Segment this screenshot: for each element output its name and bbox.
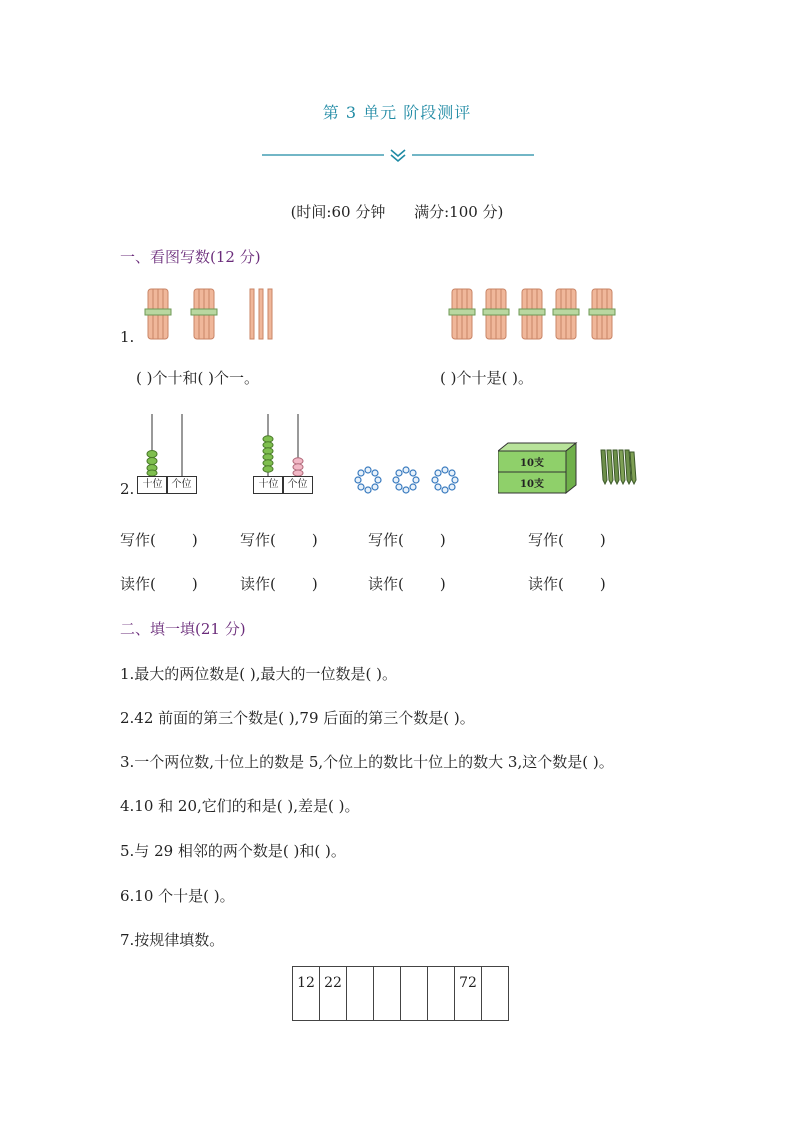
q1-left-blank: ( )个十和( )个一。	[136, 369, 259, 387]
box-label-bottom: 10支	[520, 479, 544, 490]
q1-right-blank: ( )个十是( )。	[440, 369, 533, 387]
write-1: 写作( )	[120, 531, 198, 549]
bundle-icon	[145, 289, 171, 339]
full-score: 满分:100 分)	[414, 203, 504, 221]
read-4: 读作( )	[528, 575, 606, 593]
write-2: 写作( )	[240, 531, 318, 549]
section-1-heading: 一、看图写数(12 分)	[120, 248, 261, 266]
write-3: 写作( )	[368, 531, 446, 549]
sequence-cell: 12	[293, 967, 320, 1021]
pencils-icon	[597, 446, 639, 486]
box-label-top: 10支	[520, 458, 544, 469]
sequence-table	[292, 966, 509, 1021]
sequence-cell[interactable]	[347, 967, 374, 1021]
q1-number: 1.	[120, 328, 135, 346]
sequence-cell[interactable]	[401, 967, 428, 1021]
section-2-heading: 二、填一填(21 分)	[120, 620, 246, 638]
sequence-cell[interactable]	[482, 967, 509, 1021]
page-title: 第 3 单元 阶段测评	[322, 103, 472, 122]
sequence-cell[interactable]	[428, 967, 455, 1021]
fill-item-3: 3.一个两位数,十位上的数是 5,个位上的数比十位上的数大 3,这个数是( )。	[120, 753, 614, 771]
read-1: 读作( )	[120, 575, 198, 593]
bundle-icon	[191, 289, 217, 339]
pencil-box-stack	[498, 441, 578, 497]
stick-bundles-left	[142, 285, 292, 345]
fill-item-1: 1.最大的两位数是( ),最大的一位数是( )。	[120, 665, 398, 683]
single-sticks-icon	[250, 289, 272, 339]
bead-rings-icon	[350, 464, 462, 496]
sequence-cell: 72	[455, 967, 482, 1021]
fill-item-4: 4.10 和 20,它们的和是( ),差是( )。	[120, 797, 360, 815]
stick-bundles-right	[446, 285, 621, 345]
abacus-2	[253, 414, 313, 494]
title-divider	[262, 145, 534, 165]
tens-place-label: 十位	[137, 476, 168, 494]
sequence-cell[interactable]	[374, 967, 401, 1021]
exam-meta	[0, 201, 794, 222]
sequence-cell: 22	[320, 967, 347, 1021]
abacus-rods-icon	[137, 414, 197, 476]
fill-item-5: 5.与 29 相邻的两个数是( )和( )。	[120, 842, 346, 860]
fill-item-2: 2.42 前面的第三个数是( ),79 后面的第三个数是( )。	[120, 709, 475, 727]
fill-item-6: 6.10 个十是( )。	[120, 887, 235, 905]
fill-item-7: 7.按规律填数。	[120, 931, 225, 949]
read-3: 读作( )	[368, 575, 446, 593]
abacus-1	[137, 414, 197, 494]
ones-place-label: 个位	[282, 476, 313, 494]
time-limit: (时间:60 分钟	[290, 203, 386, 221]
abacus-rods-icon	[253, 414, 313, 476]
read-2: 读作( )	[240, 575, 318, 593]
tens-place-label: 十位	[253, 476, 284, 494]
write-4: 写作( )	[528, 531, 606, 549]
q2-number: 2.	[120, 480, 135, 498]
ones-place-label: 个位	[166, 476, 197, 494]
